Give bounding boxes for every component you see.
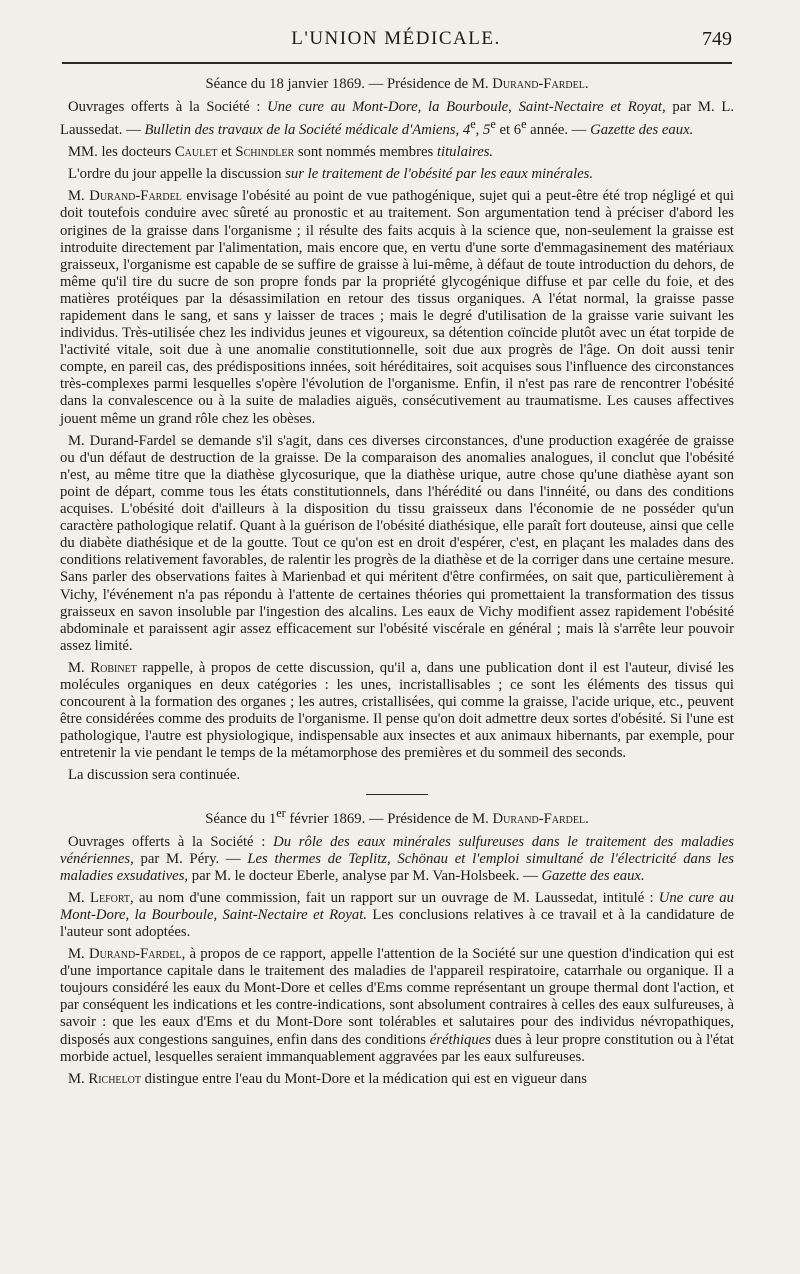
president-name: Durand-Fardel bbox=[492, 810, 586, 827]
offered-works-paragraph: Ouvrages offerts à la Société : Du rôle des eaux minérales sulfureuses dans le traitement des maladies vénériennes, par M. Péry. — Les thermes de Teplitz, Schönau et l'emploi simultané de l'électricité dans les maladies exsudatives, par M. le docteur Eberle, analyse par M. Van-Holsbeek. — Gazette des eaux. bbox=[60, 833, 734, 884]
offered-works-paragraph: Ouvrages offerts à la Société : Une cure au Mont-Dore, la Bourboule, Saint-Nectaire et Royat, par M. L. Laussedat. — Bulletin des travaux de la Société médicale d'Amiens, 4e, 5e et 6e année. — Gazette des eaux. bbox=[60, 99, 734, 139]
page-header bbox=[60, 28, 732, 58]
article-body bbox=[60, 76, 734, 1093]
section-separator bbox=[366, 794, 428, 795]
page-number: 749 bbox=[702, 28, 732, 50]
president-name: Durand-Fardel bbox=[492, 76, 585, 92]
seance-heading-january: Séance du 18 janvier 1869. — Présidence de M. Durand-Fardel. bbox=[205, 76, 589, 92]
durand-fardel-paragraph: M. Durand-Fardel envisage l'obésité au point de vue pathogénique, sujet qui a peut-être été trop négligé et qui doit toutefois conduire avec sûreté au pronostic et au traitement. Son argumentation tend à préciser d'abord les origines de la graisse dans l'organisme ; il résulte des faits acquis à la science que, non-seulement la graisse est introduite directement par l'alimentation, mais encore que, en vertu d'une sorte d'emmagasinement des matériaux graisseux, l'organisme est capable de se suffire de graisse à lui-même, à défaut de toute introduction du dehors, de même qu'il tire du sucre de son propre fonds par la propriété glycogénique diffuse et par celle du foie, et des matières protéiques par la désassimilation en retour des tissus organiques. A l'état normal, la graisse passe rapidement dans le sang, et sans y laisser de traces ; mais le degré d'utilisation de la graisse varie suivant les individus. Très-utilisée chez les individus jeunes et vigoureux, sa détention coïncide plutôt avec un état torpide de l'activité vitale, soit due à une anomalie constitutionnelle, soit due aux progrès de l'âge. On doit aussi tenir compte, en pareil cas, des prédispositions innées, soit héréditaires, soit acquises sous l'influence des circonstances très-complexes parmi lesquelles s'opère l'évolution de l'organisme. Enfin, il n'est pas rare de rencontrer l'obésité dans la convalescence ou à la suite de maladies aiguës, consécutivement au traumatisme. Les causes affectives jouent même un grand rôle chez les obèses. bbox=[60, 188, 734, 427]
seance-heading-february: Séance du 1er février 1869. — Présidence de M. Durand-Fardel. bbox=[205, 805, 589, 827]
running-title: L'UNION MÉDICALE. bbox=[291, 28, 501, 49]
new-members-paragraph: MM. les docteurs Caulet et Schindler sont nommés membres titulaires. bbox=[68, 144, 494, 161]
discussion-continued: La discussion sera continuée. bbox=[68, 767, 241, 784]
richelot-paragraph: M. Richelot distingue entre l'eau du Mont-Dore et la médication qui est en vigueur dans bbox=[68, 1070, 587, 1087]
durand-fardel-report-paragraph: M. Durand-Fardel, à propos de ce rapport, appelle l'attention de la Société sur une question d'indication qui est d'une importance capitale dans le traitement des maladies de l'appareil respiratoire, catarrhale ou organique. Il a toujours considéré les eaux du Mont-Dore et celles d'Ems comme représentant un groupe thermal dont l'action, et par conséquent les indications et les contre-indications, sont absolument contraires à celles des eaux sulfureuses, à savoir : que les eaux d'Ems et du Mont-Dore sont tolérables et salutaires pour des individus névropathiques, disposés aux congestions sanguines, enfin dans des conditions éréthiques dues à leur propre constitution ou à l'état morbide actuel, lesquelles seraient immanquablement aggravées par les eaux sulfureuses. bbox=[60, 946, 735, 1065]
header-rule bbox=[62, 62, 732, 64]
diathesis-paragraph: M. Durand-Fardel se demande s'il s'agit, dans ces diverses circonstances, d'une production exagérée de graisse ou d'un défaut de destruction de la graisse. De la comparaison des anomalies analogues, il conclut que l'obésité n'est, au même titre que la diathèse glycosurique, que la diathèse urique, autre chose qu'une diathèse ayant son point de départ, comme tous les états constitutionnels, dans l'hérédité ou dans l'innéité, ou dans des conditions acquises. L'obésité doit d'ailleurs à la disposition du tissu graisseux dans l'économie de ne posséder qu'un caractère pathologique relatif. Quant à la guérison de l'obésité diathésique, elle paraît fort douteuse, ainsi que celle du diabète diathésique et de la goutte. Tout ce qu'on est en droit d'espérer, c'est, en plaçant les malades dans des conditions relativement favorables, de ralentir les progrès de la diathèse et de la corriger dans une certaine mesure. Sans parler des observations faites à Marienbad et qui méritent d'être confirmées, on sait que, particulièrement à Vichy, l'événement n'a pas répondu à l'attente de certaines théories qui promettaient la transformation des tissus graisseux en savon insoluble par l'ingestion des alcalins. Les eaux de Vichy modifient assez rapidement l'obésité abdominale et paraissent agir assez efficacement sur l'obésité viscérale en général ; mais là s'arrête leur pouvoir assez limité. bbox=[60, 432, 734, 654]
robinet-paragraph: M. Robinet rappelle, à propos de cette discussion, qu'il a, dans une publication dont il est l'auteur, divisé les molécules organiques en deux catégories : les unes, incristallisables ; ce sont les éléments des tissus qui concourent à la formation des organes ; les autres, cristallisées, qui comme la graisse, l'acide urique, etc., peuvent être considérées comme des produits de l'organisme. Il pense qu'on doit admettre deux sortes d'obésité. Si l'une est pathologique, l'autre est physiologique, indispensable aux insectes et aux animaux hibernants, par exemple, pour entretenir la vie pendant le temps de la métamorphose des premières et du sommeil des seconds. bbox=[60, 659, 734, 762]
lefort-paragraph: M. Lefort, au nom d'une commission, fait un rapport sur un ouvrage de M. Laussedat, intitulé : Une cure au Mont-Dore, la Bourboule, Saint-Nectaire et Royat. Les conclusions relatives à ce travail et à la candidature de l'auteur sont adoptées. bbox=[60, 889, 735, 940]
agenda-paragraph: L'ordre du jour appelle la discussion sur le traitement de l'obésité par les eaux minérales. bbox=[68, 166, 594, 183]
